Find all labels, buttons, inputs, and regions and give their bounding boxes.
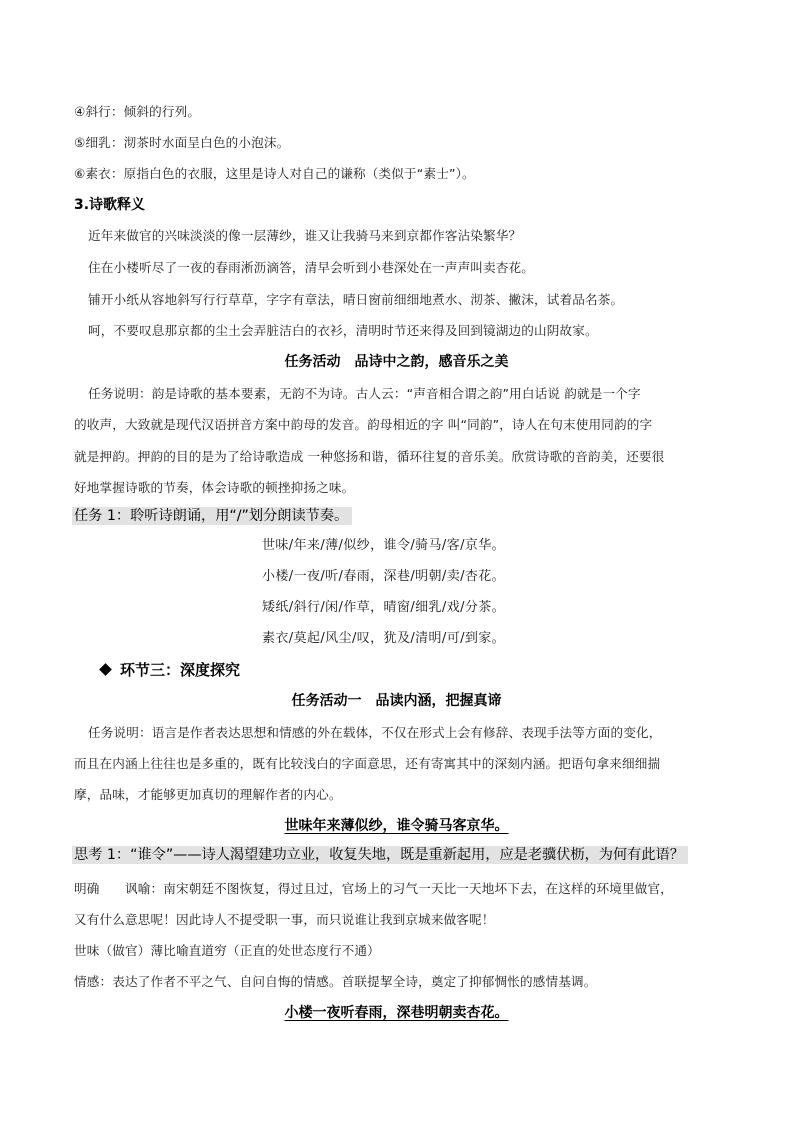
answer-line: 情感：表达了作者不平之气、自问自悔的情感。首联提挈全诗，奠定了抑郁惆怅的感情基调。 xyxy=(74,974,597,989)
think-1-prompt xyxy=(72,846,688,865)
task-explanation-line: 而且在内涵上往往也是多重的，既有比较浅白的字面意思，还有寄寓其中的深刻内涵。把语句拿来细细揣 xyxy=(74,756,661,771)
task-1-prompt xyxy=(72,507,352,526)
poem-quote: 世味年来薄似纱，谁令骑马客京华。 xyxy=(284,818,509,834)
answer-line: 世味（做官）薄比喻直道穷（正直的处世态度行不通） xyxy=(74,943,380,958)
answer-line: 明确 讽喻：南宋朝廷不图恢复，得过且过，官场上的习气一天比一天地坏下去，在这样的环境里做官， xyxy=(74,881,673,896)
task-1-text: 任务 1：聆听诗朗诵，用“/”划分朗读节奏。 xyxy=(72,507,352,525)
meaning-paragraph: 呵，不要叹息那京都的尘土会弄脏洁白的衣衫，清明时节还来得及回到镜湖边的山阴故家。 xyxy=(88,323,598,338)
rhythm-line: 世味/年来/薄/似纱，谁令/骑马/客/京华。 xyxy=(262,538,506,553)
poem-quote: 小楼一夜听春雨，深巷明朝卖杏花。 xyxy=(284,1005,509,1021)
note-4: ④斜行：倾斜的行列。 xyxy=(74,104,201,119)
meaning-paragraph: 铺开小纸从容地斜写行行草草，字字有章法，晴日窗前细细地煮水、沏茶、撇沫，试着品名茶。 xyxy=(88,292,624,307)
task-explanation-line: 摩，品味，才能够更加真切的理解作者的内心。 xyxy=(74,787,342,802)
activity-title: 任务活动一 品读内涵，把握真谛 xyxy=(291,693,502,709)
meaning-paragraph: 住在小楼听尽了一夜的春雨淅沥滴答，清早会听到小巷深处在一声声叫卖杏花。 xyxy=(88,260,535,275)
meaning-paragraph: 近年来做官的兴味淡淡的像一层薄纱，谁又让我骑马来到京都作客沾染繁华？ xyxy=(88,228,522,243)
think-1-text: 思考 1：“谁令”——诗人渴望建功立业，收复失地，既是重新起用，应是老骥伏枥，为何有此语？ xyxy=(72,846,688,864)
task-explanation-line: 就是押韵。押韵的目的是为了给诗歌造成 一种悠扬和谐，循环往复的音乐美。欣赏诗歌的音韵美，还要很 xyxy=(74,449,665,464)
diamond-bullet-icon xyxy=(99,663,112,676)
activity-title: 任务活动 品诗中之韵，感音乐之美 xyxy=(284,354,509,370)
task-explanation-line: 的收声，大致就是现代汉语拼音方案中韵母的发音。韵母相近的字 叫“同韵”，诗人在句末使用同韵的字 xyxy=(74,417,653,432)
note-5: ⑤细乳：沏茶时水面呈白色的小泡沫。 xyxy=(74,135,290,150)
task-explanation-line: 好地掌握诗歌的节奏，体会诗歌的顿挫抑扬之味。 xyxy=(74,480,355,495)
rhythm-line: 素衣/莫起/风尘/叹，犹及/清明/可/到家。 xyxy=(262,631,506,646)
rhythm-line: 小楼/一夜/听/春雨，深巷/明朝/卖/杏花。 xyxy=(262,569,506,584)
answer-line: 又有什么意思呢！因此诗人不提受职一事，而只说谁让我到京城来做客呢！ xyxy=(74,912,495,927)
stage-heading xyxy=(101,661,240,679)
task-explanation-line: 任务说明：韵是诗歌的基本要素，无韵不为诗。古人云：“声音相合谓之韵”用白话说 韵就是一个字 xyxy=(88,386,641,401)
note-6: ⑥素衣：原指白色的衣服，这里是诗人对自己的谦称（类似于“素士”）。 xyxy=(74,166,475,181)
rhythm-line: 矮纸/斜行/闲/作草，晴窗/细乳/戏/分茶。 xyxy=(262,600,506,615)
task-explanation-line: 任务说明：语言是作者表达思想和情感的外在载体，不仅在形式上会有修辞、表现手法等方面的变化， xyxy=(88,725,662,740)
stage-heading-text: 环节三：深度探究 xyxy=(120,661,241,679)
section-heading-poem-meaning: 3.诗歌释义 xyxy=(74,197,146,213)
